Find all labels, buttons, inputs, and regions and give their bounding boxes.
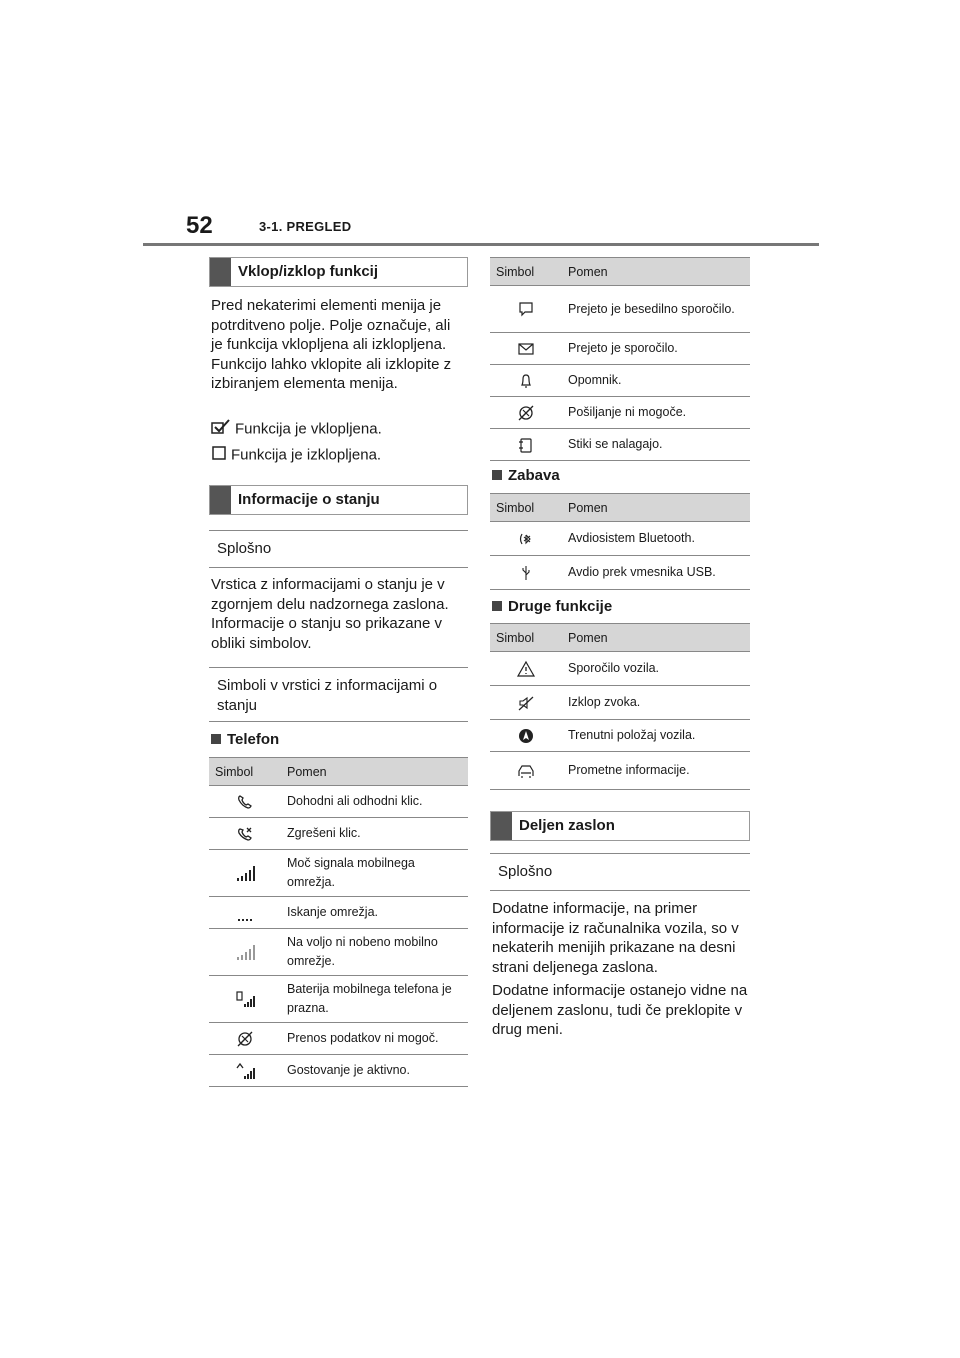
table-row: Prenos podatkov ni mogoč. xyxy=(209,1023,468,1055)
table-row: Avdiosistem Bluetooth. xyxy=(490,522,750,556)
unchecked-line: Funkcija je izklopljena. xyxy=(211,445,466,467)
status-bar-paragraph: Vrstica z informacijami o stanju je v zgornjem delu nadzornega zaslona. Informacije o stanju so prikazane v obliki simbolov. xyxy=(211,576,449,652)
bluetooth-audio-icon xyxy=(515,530,537,548)
phone-call-icon xyxy=(234,793,256,811)
text-message-icon xyxy=(515,300,537,318)
messages-table: Simbol Pomen Prejeto je besedilno sporočilo. Prejeto je sporočilo. Opomnik. Pošiljanje ni mogoče. Stiki se nalagajo. xyxy=(490,257,750,461)
zabava-table: Simbol Pomen Avdiosistem Bluetooth. Avdio prek vmesnika USB. xyxy=(490,493,750,590)
split-screen-paragraph-2: Dodatne informacije ostanejo vidne na deljenem zaslonu, tudi če preklopite v drug meni. xyxy=(492,982,748,1038)
traffic-info-icon xyxy=(515,762,537,780)
network-search-icon xyxy=(234,904,256,922)
telefon-heading: Telefon xyxy=(211,731,279,748)
contacts-loading-icon xyxy=(515,436,537,454)
table-row: Prejeto je besedilno sporočilo. xyxy=(490,286,750,333)
table-row: Pošiljanje ni mogoče. xyxy=(490,397,750,429)
split-screen-paragraph-1: Dodatne informacije, na primer informacije iz računalnika vozila, so v nekaterih menijih prikazane na desni strani deljenega zaslona. xyxy=(492,900,739,976)
intro-paragraph: Pred nekaterimi elementi menija je potrditveno polje. Polje označuje, ali je funkcija vklopljena ali izklopljena. Funkcijo lahko vklopite ali izklopite z izbiranjem elementa menija. xyxy=(211,297,452,392)
subheading-symbols: Simboli v vrstici z informacijami o stanju xyxy=(209,667,468,722)
table-row: Prometne informacije. xyxy=(490,752,750,790)
telefon-table: Simbol Pomen Dohodni ali odhodni klic. Zgrešeni klic. Moč signala mobilnega omrežja. Iskanje omrežja. Na voljo ni nobeno mobilno omrežje. Baterija mobilnega telefona je prazna. Prenos podatkov ni mogoč. Gostovanje je aktivno. xyxy=(209,757,468,1087)
heading-vklop-izklop: Vklop/izklop funkcij xyxy=(209,257,468,287)
section-title: 3-1. PREGLED xyxy=(259,219,352,234)
table-row: Sporočilo vozila. xyxy=(490,652,750,686)
heading-informacije: Informacije o stanju xyxy=(209,485,468,515)
subheading-splosno-2: Splošno xyxy=(490,853,750,891)
missed-call-icon xyxy=(234,825,256,843)
druge-table: Simbol Pomen Sporočilo vozila. Izklop zvoka. Trenutni položaj vozila. Prometne informacije. xyxy=(490,623,750,790)
page-number: 52 xyxy=(186,212,213,239)
druge-heading: Druge funkcije xyxy=(492,598,612,615)
table-row: Zgrešeni klic. xyxy=(209,818,468,850)
checkbox-checked-icon xyxy=(211,419,231,441)
no-data-icon xyxy=(234,1030,256,1048)
table-row: Stiki se nalagajo. xyxy=(490,429,750,461)
warning-icon xyxy=(515,660,537,678)
header-rule xyxy=(143,243,819,246)
table-row: Opomnik. xyxy=(490,365,750,397)
table-row: Na voljo ni nobeno mobilno omrežje. xyxy=(209,929,468,976)
table-row: Gostovanje je aktivno. xyxy=(209,1055,468,1087)
table-row: Avdio prek vmesnika USB. xyxy=(490,556,750,590)
zabava-heading: Zabava xyxy=(492,467,560,484)
no-network-icon xyxy=(234,943,256,961)
heading-deljen-zaslon: Deljen zaslon xyxy=(490,811,750,841)
table-row: Dohodni ali odhodni klic. xyxy=(209,786,468,818)
checkbox-empty-icon xyxy=(211,445,227,467)
signal-strength-icon xyxy=(234,864,256,882)
mute-icon xyxy=(515,694,537,712)
email-icon xyxy=(515,340,537,358)
battery-empty-icon xyxy=(234,990,256,1008)
table-row: Trenutni položaj vozila. xyxy=(490,720,750,752)
send-disabled-icon xyxy=(515,404,537,422)
position-icon xyxy=(515,727,537,745)
usb-icon xyxy=(515,564,537,582)
bell-icon xyxy=(515,372,537,390)
checked-line: Funkcija je vklopljena. xyxy=(211,419,466,441)
table-row: Iskanje omrežja. xyxy=(209,897,468,929)
table-row: Moč signala mobilnega omrežja. xyxy=(209,850,468,897)
table-row: Baterija mobilnega telefona je prazna. xyxy=(209,976,468,1023)
roaming-icon xyxy=(234,1062,256,1080)
subheading-splosno: Splošno xyxy=(209,530,468,568)
table-row: Izklop zvoka. xyxy=(490,686,750,720)
table-row: Prejeto je sporočilo. xyxy=(490,333,750,365)
